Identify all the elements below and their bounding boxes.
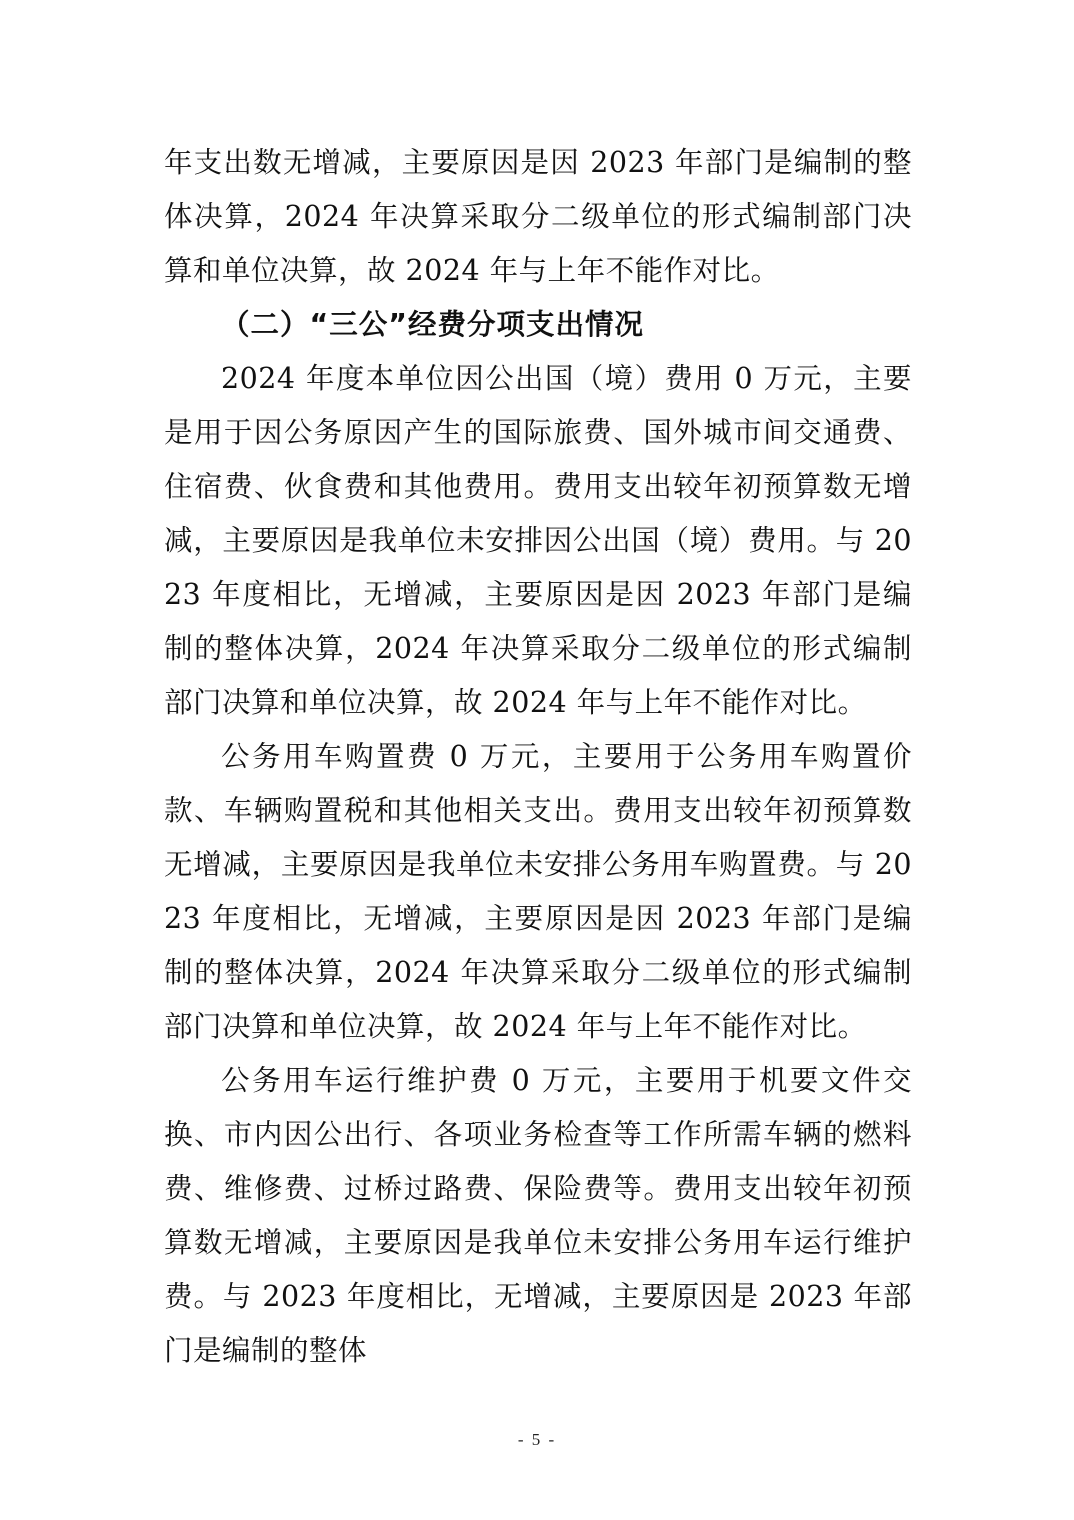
paragraph-vehicle-maintenance: 公务用车运行维护费 0 万元，主要用于机要文件交换、市内因公出行、各项业务检查等工作所需车辆的燃料费、维修费、过桥过路费、保险费等。费用支出较年初预算数无增减，主要原因是我单位未安排公务用车运行维护费。与 2023 年度相比，无增减，主要原因是 2023 年部门是编制的整体 <box>164 1064 912 1367</box>
paragraph-overseas-travel: 2024 年度本单位因公出国（境）费用 0 万元，主要是用于因公务原因产生的国际旅费、国外城市间交通费、住宿费、伙食费和其他费用。费用支出较年初预算数无增减，主要原因是我单位未安排因公出国（境）费用。与 2023 年度相比，无增减，主要原因是因 2023 年部门是编制的整体决算，2024 年决算采取分二级单位的形式编制部门决算和单位决算，故 2024 年与上年不能作对比。 <box>164 362 912 719</box>
page-number: - 5 - <box>517 1430 557 1449</box>
section-heading: （二）“三公”经费分项支出情况 <box>221 308 644 341</box>
paragraph-vehicle-purchase: 公务用车购置费 0 万元，主要用于公务用车购置价款、车辆购置税和其他相关支出。费用支出较年初预算数无增减，主要原因是我单位未安排公务用车购置费。与 2023 年度相比，无增减，主要原因是因 2023 年部门是编制的整体决算，2024 年决算采取分二级单位的形式编制部门决算和单位决算，故 2024 年与上年不能作对比。 <box>164 740 912 1043</box>
paragraph-continuation: 年支出数无增减，主要原因是因 2023 年部门是编制的整体决算，2024 年决算采取分二级单位的形式编制部门决算和单位决算，故 2024 年与上年不能作对比。 <box>164 146 912 287</box>
body-text <box>164 136 912 1378</box>
